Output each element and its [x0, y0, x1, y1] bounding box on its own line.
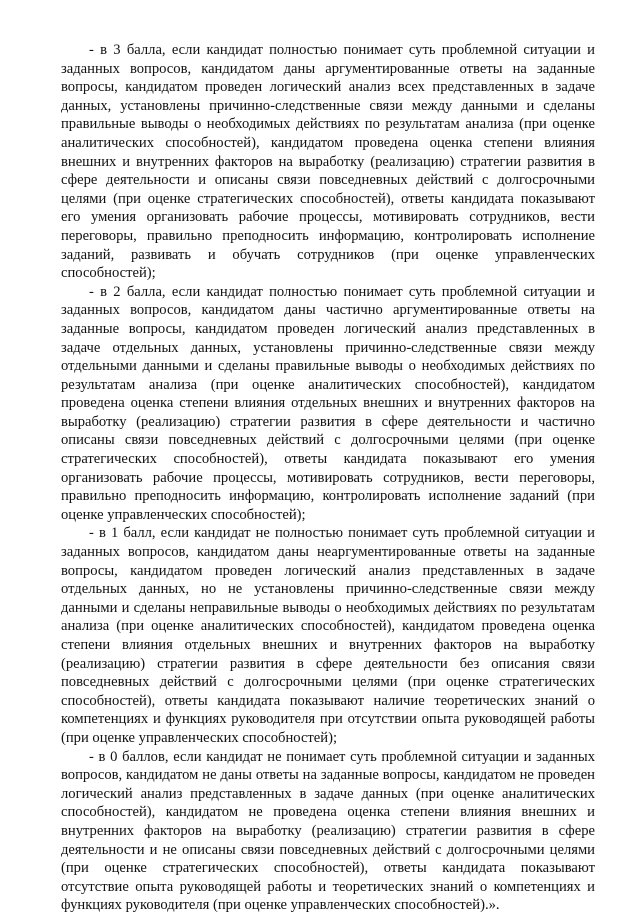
- paragraph-score-2: - в 2 балла, если кандидат полностью понимает суть проблемной ситуации и заданных вопросов, кандидатом даны частично аргументированные ответы на заданные вопросы, кандидатом проведен логический анализ представленных в задаче отдельных данных, установлены причинно-следственные связи между отдельными данными и сделаны правильные выводы о необходимых действиях по результатам анализа (при оценке аналитических способностей), кандидатом проведена оценка степени влияния отдельных внешних и внутренних факторов на выработку (реализацию) стратегии развития в сфере деятельности и частично описаны связи повседневных действий с долгосрочными целями (при оценке стратегических способностей), ответы кандидата показывают его умения организовать рабочие процессы, мотивировать сотрудников, вести переговоры, правильно преподносить информацию, контролировать исполнение заданий (при оценке управленческих способностей);: [61, 283, 595, 523]
- paragraph-score-1: - в 1 балл, если кандидат не полностью понимает суть проблемной ситуации и заданных вопросов, кандидатом даны неаргументированные ответы на заданные вопросы, кандидатом проведен логический анализ представленных в задаче отдельных данных, но не установлены причинно-следственные связи между данными и сделаны неправильные выводы о необходимых действиях по результатам анализа (при оценке аналитических способностей), кандидатом проведена оценка степени влияния отдельных внешних и внутренних факторов на выработку (реализацию) стратегии развития в сфере деятельности без описания связи повседневных действий с долгосрочными целями (при оценке стратегических способностей), ответы кандидата показывают наличие теоретических знаний о компетенциях и функциях руководителя при отсутствии опыта руководящей работы (при оценке управленческих способностей);: [61, 525, 595, 746]
- paragraph-score-3: - в 3 балла, если кандидат полностью понимает суть проблемной ситуации и заданных вопросов, кандидатом даны аргументированные ответы на заданные вопросы, кандидатом проведен логический анализ всех представленных в задаче данных, установлены причинно-следственные связи между данными и сделаны правильные выводы о необходимых действиях по результатам анализа (при оценке аналитических способностей), кандидатом проведена оценка степени влияния внешних и внутренних факторов на выработку (реализацию) стратегии развития в сфере деятельности и описаны связи повседневных действий с долгосрочными целями (при оценке стратегических способностей), ответы кандидата показывают его умения организовать рабочие процессы, мотивировать сотрудников, вести переговоры, правильно преподносить информацию, контролировать исполнение заданий, развивать и обучать сотрудников (при оценке управленческих способностей);: [61, 42, 595, 282]
- paragraph-score-0: - в 0 баллов, если кандидат не понимает суть проблемной ситуации и заданных вопросов, кандидатом не даны ответы на заданные вопросы, кандидатом не проведен логический анализ представленных в задаче данных (при оценке аналитических способностей), кандидатом не проведена оценка степени влияния внешних и внутренних факторов на выработку (реализацию) стратегии развития в сфере деятельности и не описаны связи повседневных действий с долгосрочными целями (при оценке стратегических способностей), ответы кандидата показывают отсутствие опыта руководящей работы и теоретических знаний о компетенциях и функциях руководителя (при оценке управленческих способностей).».: [61, 748, 595, 914]
- document-page: [61, 41, 595, 915]
